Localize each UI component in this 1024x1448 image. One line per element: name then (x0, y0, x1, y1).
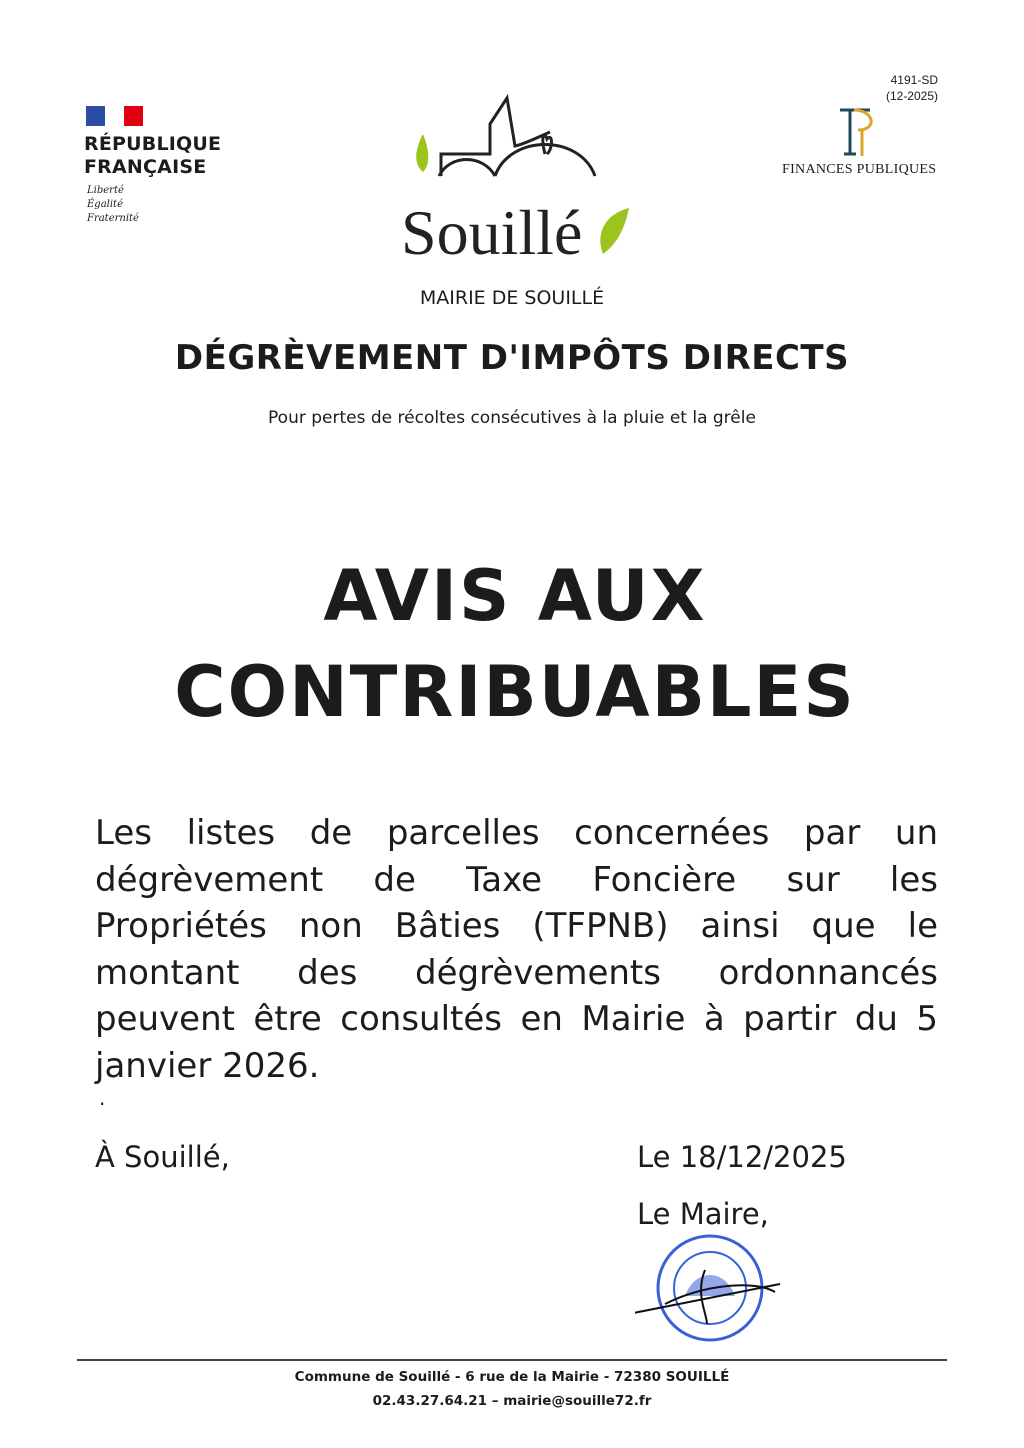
body-line: Les listes de parcelles concernées par un (95, 813, 938, 853)
document-subtitle: Pour pertes de récoltes consécutives à la pluie et la grêle (268, 408, 756, 428)
rf-motto (87, 184, 139, 226)
finances-publiques-logo-icon (830, 104, 890, 160)
motto-liberte: Liberté (87, 185, 124, 196)
form-edition: (12-2025) (885, 89, 938, 103)
footer (0, 1365, 1024, 1413)
body-line: montant des dégrèvements ordonnancés (95, 952, 938, 993)
mairie-stamp-and-signature-icon (635, 1232, 785, 1344)
body-line: peuvent être consultés en Mairie à partir du 5 (95, 999, 938, 1039)
headline-line1: AVIS AUX (323, 555, 707, 637)
notice-body (95, 810, 938, 1089)
rf-line1: RÉPUBLIQUE (84, 133, 222, 155)
rf-line2: FRANÇAISE (84, 156, 207, 178)
signatory-label: Le Maire, (637, 1197, 769, 1231)
town-logo-text: Souillé (401, 197, 583, 264)
headline-line2: CONTRIBUABLES (174, 651, 856, 733)
signature-place: À Souillé, (95, 1140, 230, 1174)
body-line: janvier 2026. (95, 1045, 320, 1086)
motto-egalite: Égalité (87, 199, 123, 210)
french-flag-icon (86, 106, 143, 126)
footer-contact: 02.43.27.64.21 – mairie@souille72.fr (372, 1393, 652, 1409)
form-code: 4191-SD (890, 73, 938, 87)
footer-divider (77, 1359, 947, 1361)
signature-date: Le 18/12/2025 (637, 1140, 847, 1174)
finances-publiques-label: FINANCES PUBLIQUES (782, 162, 937, 177)
motto-fraternite: Fraternité (87, 213, 139, 224)
body-line: dégrèvement de Taxe Foncière sur les (95, 859, 938, 900)
form-reference (886, 72, 938, 104)
republique-francaise-logo (84, 133, 221, 179)
body-line: Propriétés non Bâties (TFPNB) ainsi que le (95, 906, 938, 946)
headline (0, 548, 1024, 740)
mairie-label: MAIRIE DE SOUILLÉ (419, 287, 605, 309)
document-title: DÉGRÈVEMENT D'IMPÔTS DIRECTS (174, 338, 850, 378)
stray-dot: · (99, 1092, 106, 1116)
footer-address: Commune de Souillé - 6 rue de la Mairie - 72380 SOUILLÉ (294, 1369, 730, 1385)
souille-town-logo (395, 94, 635, 264)
